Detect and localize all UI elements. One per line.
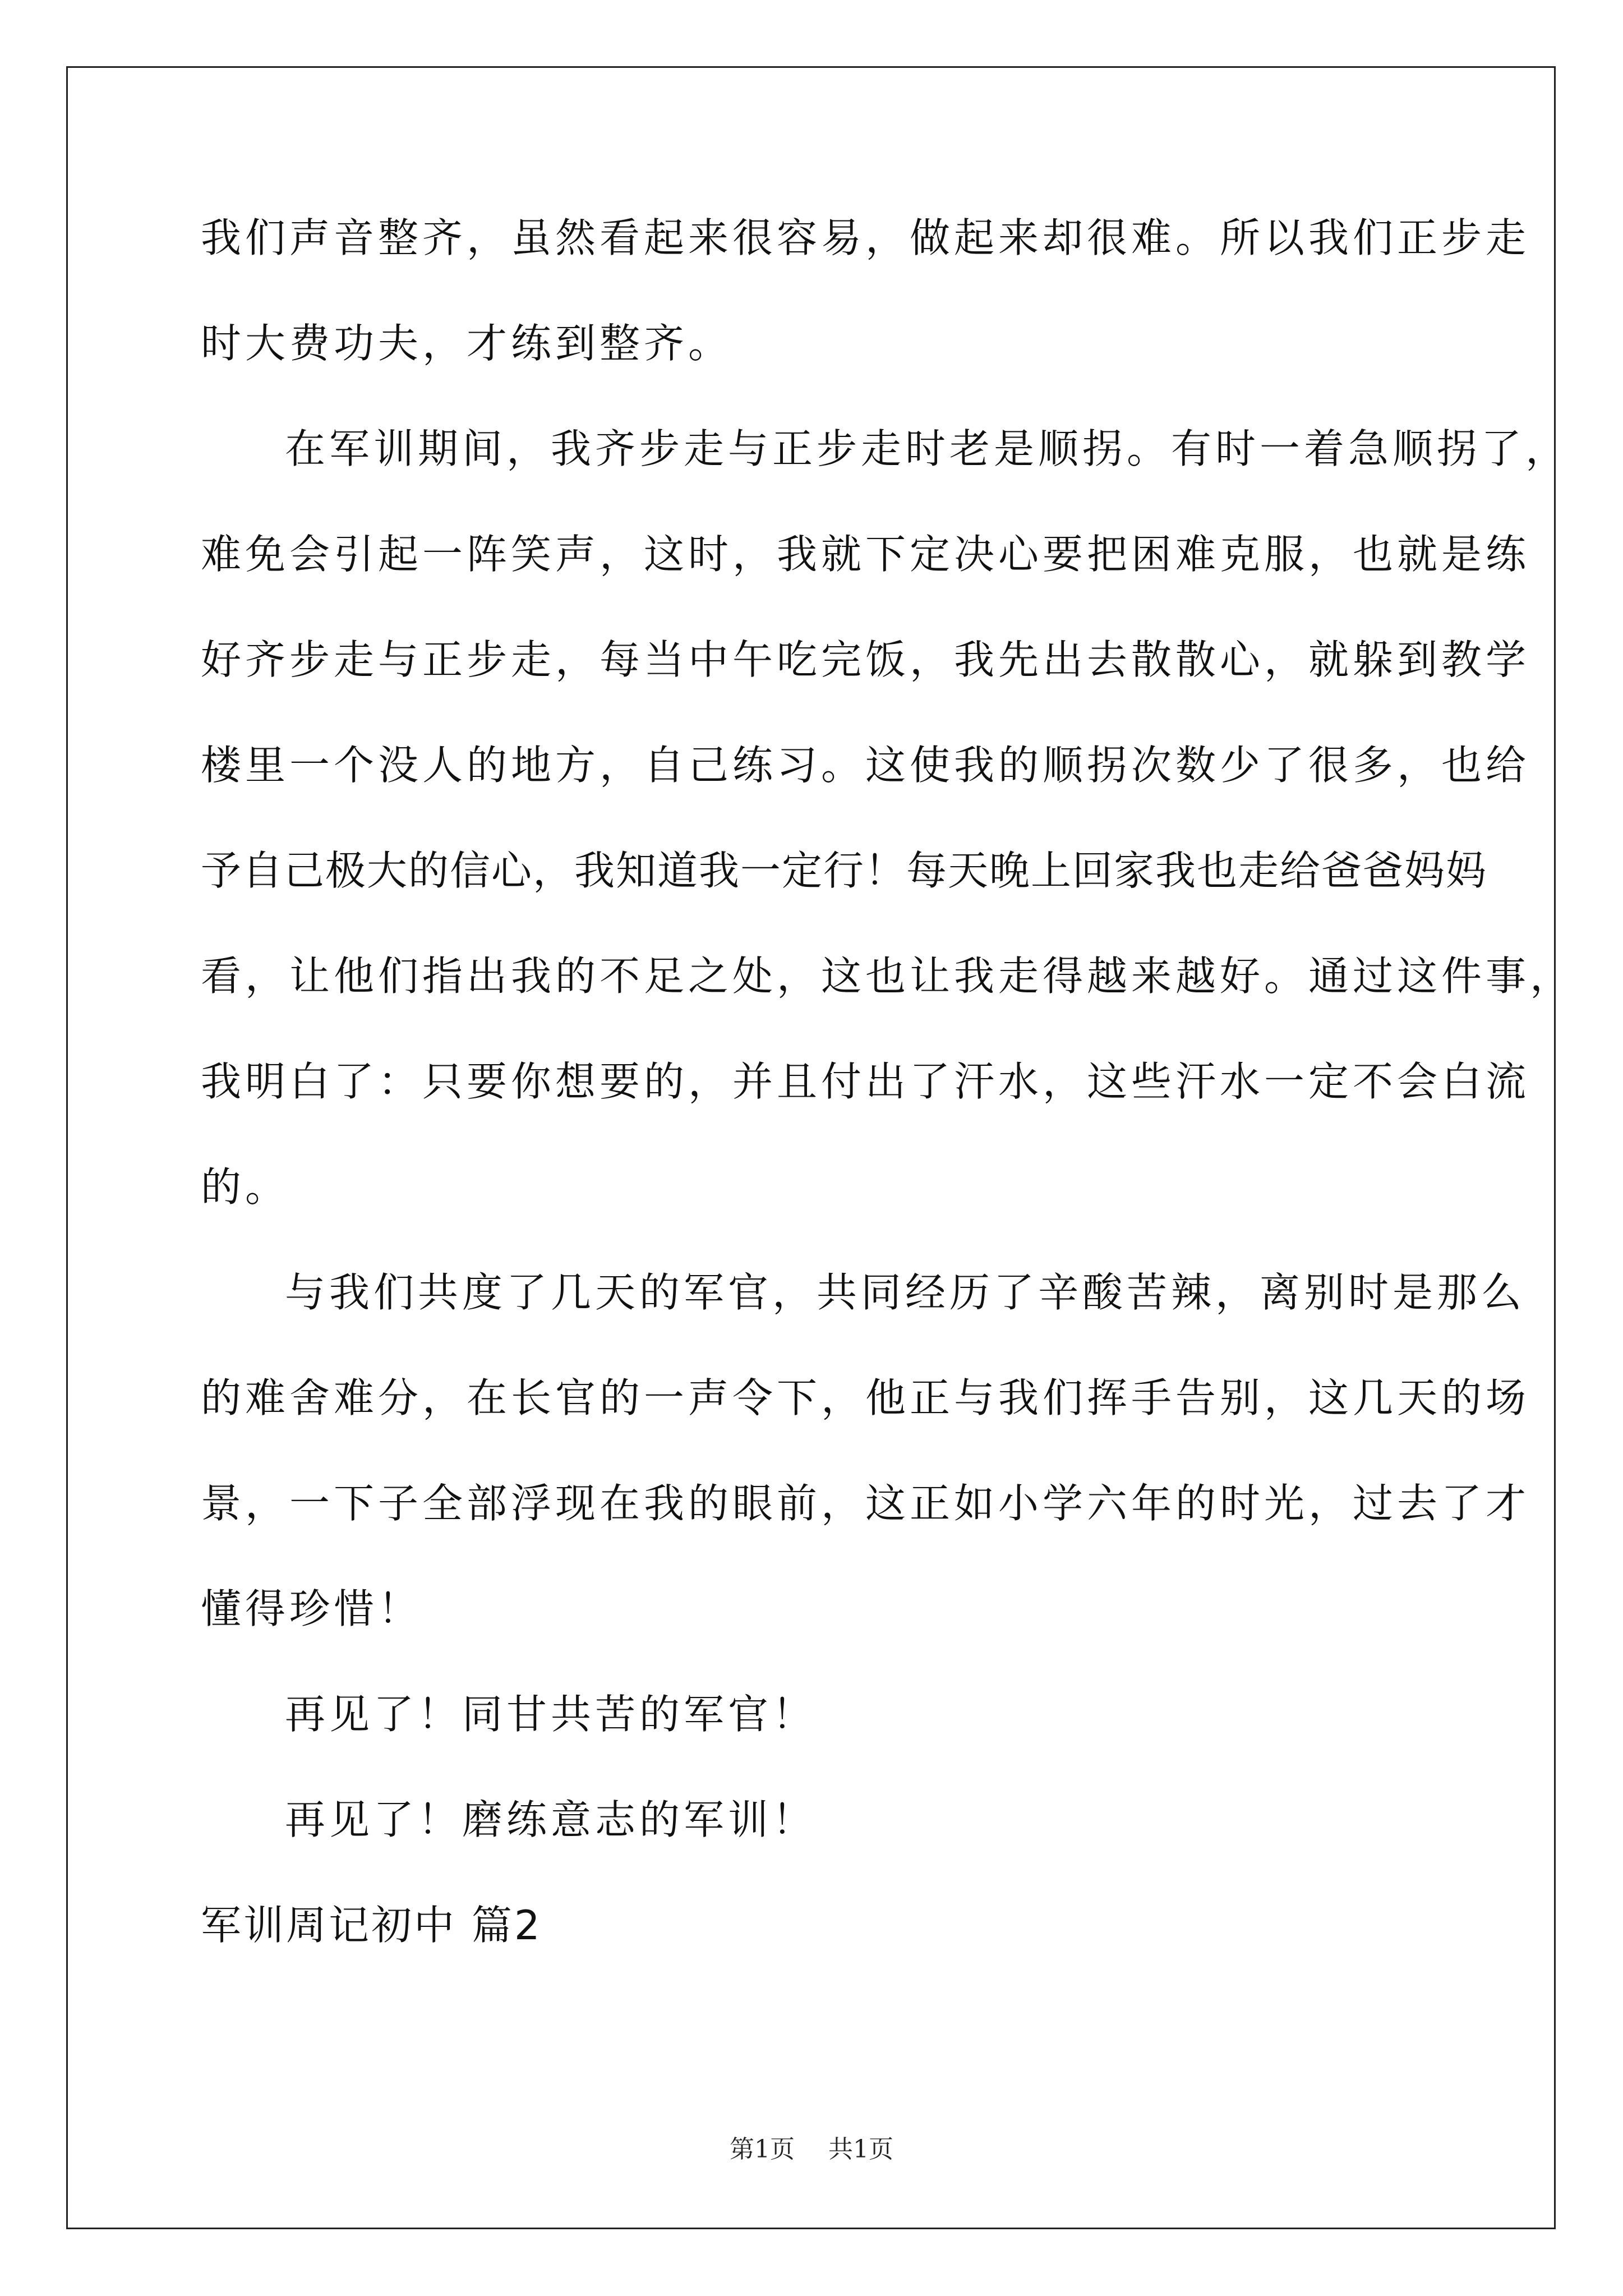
body-line: 懂得珍惜！ (201, 1585, 423, 1632)
page-total: 共1页 (828, 2135, 893, 2164)
body-line: 楼里一个没人的地方，自己练习。这使我的顺拐次数少了很多，也给 (201, 742, 1530, 789)
body-line: 时大费功夫，才练到整齐。 (201, 320, 733, 367)
paragraph-start: 与我们共度了几天的军官，共同经历了辛酸苦辣，离别时是那么 (285, 1269, 1526, 1316)
body-line: 我明白了：只要你想要的，并且付出了汗水，这些汗水一定不会白流 (201, 1058, 1530, 1105)
page-number: 第1页 (730, 2135, 795, 2164)
body-line: 好齐步走与正步走，每当中午吃完饭，我先出去散散心，就躲到教学 (201, 636, 1530, 683)
paragraph-start: 在军训期间，我齐步走与正步走时老是顺拐。有时一着急顺拐了， (285, 425, 1570, 472)
page-footer (0, 2129, 1623, 2165)
paragraph-start: 再见了！磨练意志的军训！ (285, 1796, 817, 1843)
body-line: 景，一下子全部浮现在我的眼前，这正如小学六年的时光，过去了才 (201, 1480, 1530, 1527)
body-line: 的。 (201, 1163, 290, 1211)
body-line: 的难舍难分，在长官的一声令下，他正与我们挥手告别，这几天的场 (201, 1374, 1530, 1421)
body-line: 予自己极大的信心，我知道我一定行！每天晚上回家我也走给爸爸妈妈 (201, 847, 1488, 894)
paragraph-start: 再见了！同甘共苦的军官！ (285, 1691, 817, 1738)
body-line: 看，让他们指出我的不足之处，这也让我走得越来越好。通过这件事， (201, 953, 1575, 1000)
document-body (201, 185, 1575, 1978)
section-heading: 军训周记初中 篇2 (201, 1902, 542, 1949)
body-line: 难免会引起一阵笑声，这时，我就下定决心要把困难克服，也就是练 (201, 531, 1530, 578)
body-line: 我们声音整齐，虽然看起来很容易，做起来却很难。所以我们正步走 (201, 214, 1530, 261)
